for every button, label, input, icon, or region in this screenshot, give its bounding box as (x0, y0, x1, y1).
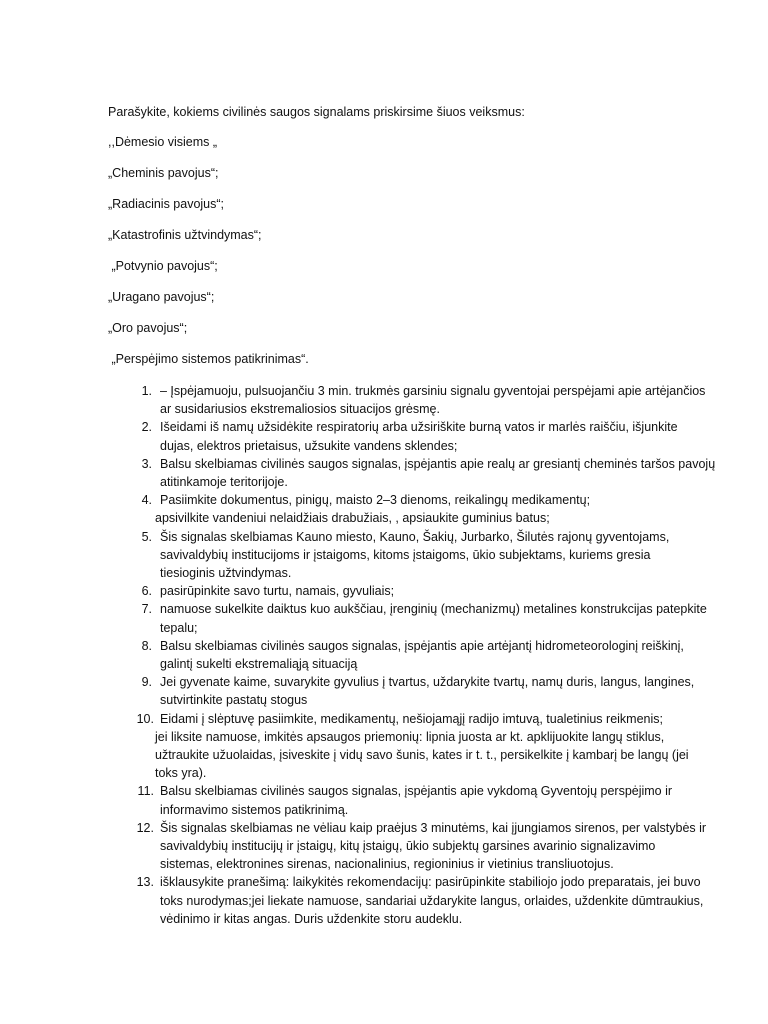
list-item-number: 8. (141, 638, 152, 653)
list-item-text: Šis signalas skelbiamas ne vėliau kaip praėjus 3 minutėms, kai įjungiamos sirenos, per valstybės ir (160, 820, 707, 835)
list-item (136, 819, 735, 874)
list-item-number: 4. (141, 493, 152, 508)
list-item (141, 382, 735, 418)
list-item-number: 12. (136, 820, 154, 835)
list-item-text: pasirūpinkite savo turtu, namais, gyvuliais; (160, 584, 395, 599)
list-item-text: atitinkamoje teritorijoje. (160, 475, 288, 490)
list-item-text: – Įspėjamuoju, pulsuojančiu 3 min. trukmės garsiniu signalu gyventojai perspėjami apie artėjančios (160, 384, 706, 398)
signal-radiacinis-pavojus: „Radiacinis pavojus“; (108, 197, 225, 211)
list-item (136, 710, 735, 783)
list-item-text: ar susidariusios ekstremaliosios situacijos grėsmę. (160, 402, 440, 417)
signal-potvynio-pavojus: „Potvynio pavojus“; (108, 259, 218, 273)
list-item-text: informavimo sistemos patikrinimą. (160, 802, 349, 817)
list-item-number: 6. (141, 584, 152, 599)
list-item-number: 7. (141, 602, 152, 617)
list-item (141, 455, 735, 491)
list-item-subtext: apsivilkite vandeniui nelaidžiais drabužiais, , apsiaukite guminius batus; (155, 511, 550, 526)
list-item-text: Balsu skelbiamas civilinės saugos signalas, įspėjantis apie realų ar gresiantį cheminės taršos pavojų (160, 456, 716, 471)
list-item (141, 637, 735, 673)
list-item-subtext: toks yra). (155, 766, 207, 781)
list-item-text: toks nurodymas;jei liekate namuose, sandariai uždarykite langus, orlaides, uždenkite dūmtraukius, (160, 893, 704, 908)
signal-katastrofinis-uztvindymas: „Katastrofinis užtvindymas“; (108, 228, 262, 242)
list-item-text: savivaldybių institucijoms ir įstaigoms, kitoms įstaigoms, ūkio subjektams, kuriems gresia (160, 547, 651, 562)
list-item-subtext: užtraukite užuolaidas, įsiveskite į vidų savo šunis, kates ir t. t., persikelkite į kambarį be langų (jei (155, 748, 689, 763)
list-item-text: savivaldybių institucijų ir įstaigų, kitų įstaigų, ūkio subjektų garsines avarinio signalizavimo (160, 839, 656, 854)
signal-oro-pavojus: „Oro pavojus“; (108, 321, 188, 335)
intro-text: Parašykite, kokiems civilinės saugos signalams priskirsime šiuos veiksmus: (108, 105, 525, 119)
list-item (141, 600, 735, 636)
list-item-text: tiesioginis užtvindymas. (160, 566, 292, 581)
list-item-text: išklausykite pranešimą: laikykitės rekomendacijų: pasirūpinkite stabiliojo jodo preparatais, jei buvo (160, 875, 701, 890)
list-item-text: Pasiimkite dokumentus, pinigų, maisto 2–3 dienoms, reikalingų medikamentų; (160, 493, 591, 508)
list-item (141, 582, 735, 600)
list-item (141, 528, 735, 583)
signal-cheminis-pavojus: „Cheminis pavojus“; (108, 166, 219, 180)
list-item (141, 418, 735, 454)
list-item-text: Jei gyvenate kaime, suvarykite gyvulius į tvartus, uždarykite tvartų, namų duris, langus, langines, (160, 675, 695, 690)
signal-demesio-visiems: ,,Dėmesio visiems „ (108, 135, 218, 149)
list-item-number: 5. (141, 529, 152, 544)
list-item (141, 491, 735, 527)
list-item-number: 11. (137, 784, 154, 799)
list-item-number: 2. (141, 420, 152, 435)
list-item-text: Šis signalas skelbiamas Kauno miesto, Kauno, Šakių, Jurbarko, Šilutės rajonų gyventojams, (160, 529, 670, 544)
signal-perspejimo-sistemos-patikrinimas: „Perspėjimo sistemos patikrinimas“. (108, 352, 309, 366)
list-item-number: 10. (136, 711, 154, 726)
list-item-text: Išeidami iš namų užsidėkite respiratorių arba užsiriškite burną vatos ir marlės raiščiu, išjunkite (160, 420, 678, 435)
list-item-number: 9. (141, 675, 152, 690)
list-item-text: sistemas, elektronines sirenas, nacionalinius, regioninius ir vietinius transliuotojus. (160, 857, 614, 872)
list-item-text: tepalu; (160, 620, 198, 635)
numbered-list (0, 382, 768, 928)
list-item-text: galintį sukelti ekstremaliąją situaciją (160, 657, 358, 672)
list-item-text: sutvirtinkite pastatų stogus (160, 693, 308, 708)
list-item-number: 13. (136, 875, 154, 890)
list-item-subtext: jei liksite namuose, imkitės apsaugos priemonių: lipnia juosta ar kt. apklijuokite langų stiklus, (155, 729, 665, 744)
list-item-text: dujas, elektros prietaisus, užsukite vandens sklendes; (160, 438, 458, 453)
list-item-text: namuose sukelkite daiktus kuo aukščiau, įrenginių (mechanizmų) metalines konstrukcijas patepkite (160, 602, 707, 617)
list-item-text: vėdinimo ir kitas angas. Duris uždenkite storu audeklu. (160, 911, 463, 926)
list-item-text: Balsu skelbiamas civilinės saugos signalas, įspėjantis apie artėjantį hidrometeorologinį reiškinį, (160, 638, 684, 653)
list-item (137, 782, 735, 818)
list-item-text: Balsu skelbiamas civilinės saugos signalas, įspėjantis apie vykdomą Gyventojų perspėjimo ir (160, 784, 673, 799)
list-item-number: 1. (141, 384, 152, 398)
list-item (136, 873, 735, 928)
list-item (141, 673, 735, 709)
signal-uragano-pavojus: „Uragano pavojus“; (108, 290, 215, 304)
list-item-text: Eidami į slėptuvę pasiimkite, medikamentų, nešiojamąjį radijo imtuvą, tualetinius reikmenis; (160, 711, 663, 726)
list-item-number: 3. (141, 456, 152, 471)
